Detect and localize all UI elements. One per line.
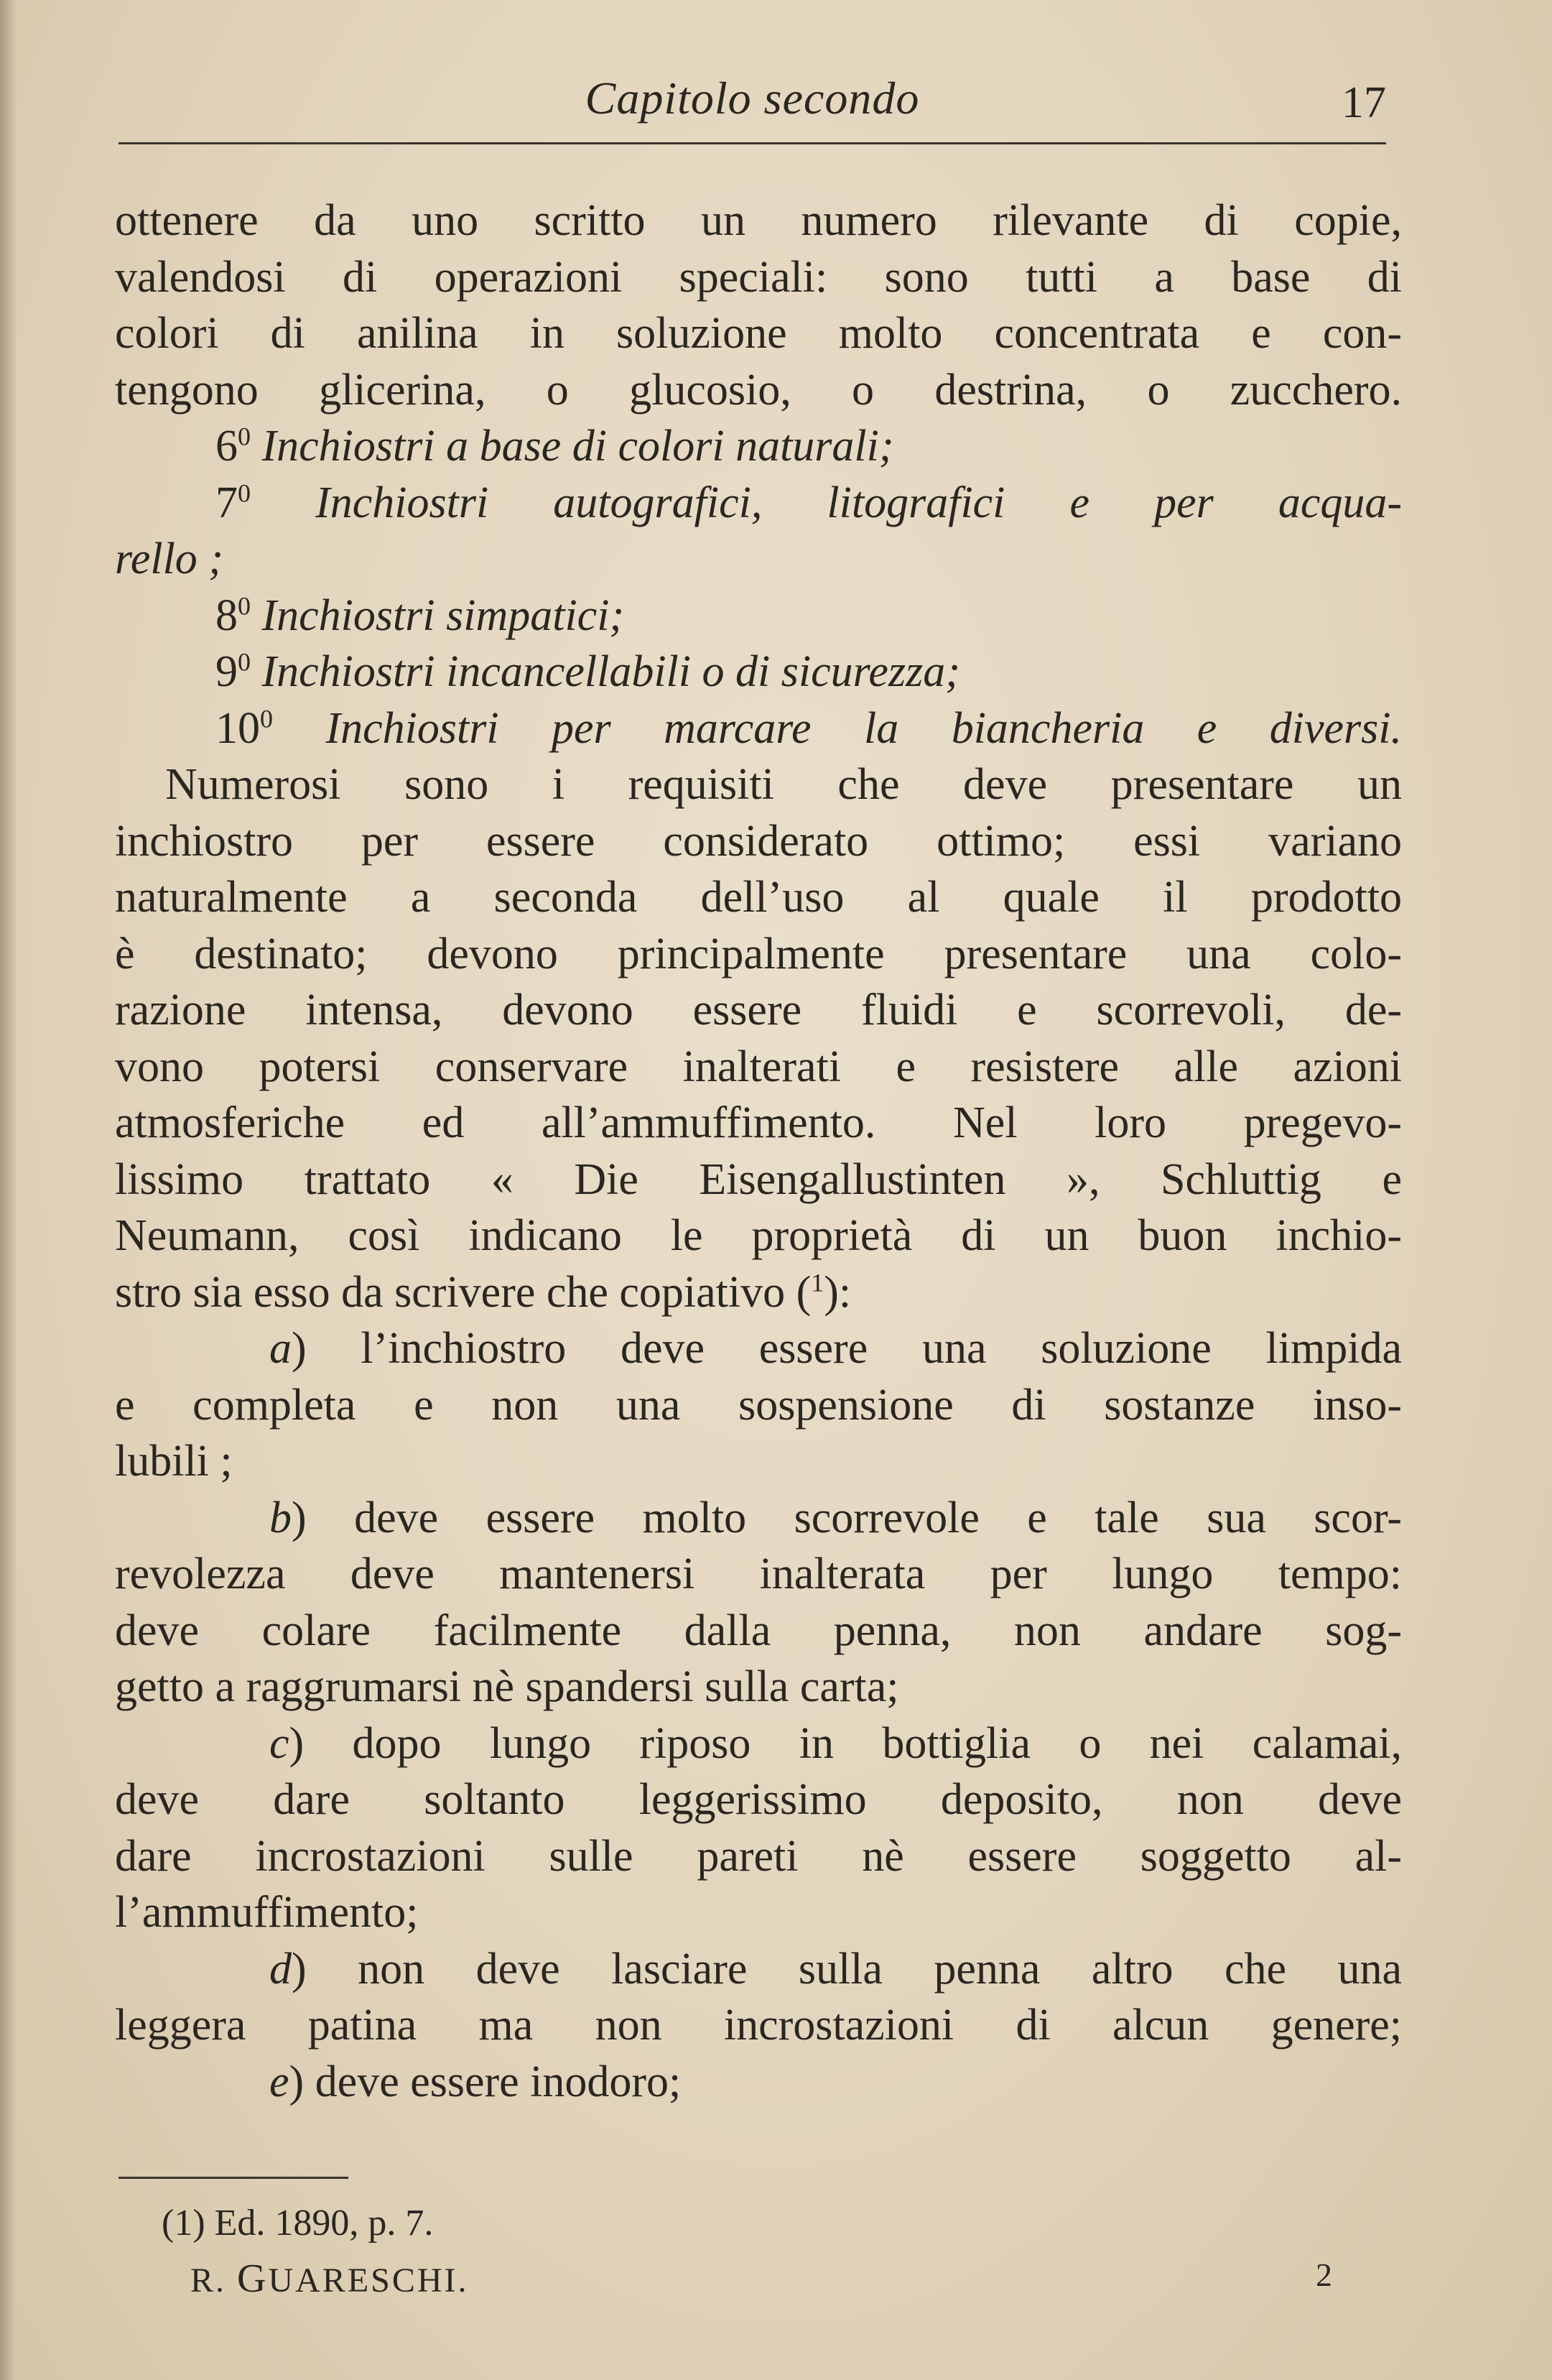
- requisite-line: l’ammuffimento;: [115, 1888, 419, 1937]
- list-text: Inchiostri per marcare la biancheria e diversi.: [325, 703, 1402, 753]
- signature-surname-initial: G: [237, 2256, 269, 2301]
- list-number: 6: [215, 422, 238, 471]
- list-continuation: rello ;: [115, 534, 223, 583]
- requisite-text: deve essere inodoro;: [315, 2057, 682, 2106]
- list-number-ordinal: 0: [238, 647, 251, 677]
- requisite-text: deve essere molto scorrevole e tale sua scor-: [354, 1493, 1402, 1542]
- list-item: [115, 588, 1402, 644]
- requisite-letter: c: [269, 1718, 289, 1768]
- footnote-text: Ed. 1890, p. 7.: [214, 2203, 434, 2244]
- signature-surname: UARESCHI.: [268, 2261, 469, 2300]
- requisite-line: lubili ;: [115, 1437, 233, 1486]
- requisite-line: revolezza deve mantenersi inalterata per lungo tempo:: [115, 1550, 1402, 1598]
- header-rule: [119, 142, 1386, 144]
- list-number-ordinal: 0: [238, 478, 251, 507]
- list-item: [115, 475, 1402, 532]
- running-header: [119, 65, 1386, 144]
- signature-sheet-number: 2: [1316, 2256, 1332, 2293]
- requisite-letter: e: [269, 2057, 289, 2106]
- paragraph-line: inchiostro per essere considerato ottimo; essi variano: [115, 816, 1402, 866]
- paragraph-text: ):: [824, 1267, 852, 1317]
- footnote: (1) Ed. 1890, p. 7.: [162, 2203, 434, 2244]
- footnote-rule: [119, 2177, 348, 2179]
- requisite-line: a) l’inchiostro deve essere una soluzione limpida: [269, 1324, 1402, 1373]
- list-number: 7: [215, 478, 238, 527]
- list-number: 8: [215, 591, 238, 640]
- paragraph-line: ottenere da uno scritto un numero rilevante di copie,: [115, 196, 1402, 245]
- list-number-ordinal: 0: [260, 703, 273, 733]
- footnote-reference: 1: [811, 1267, 824, 1297]
- requisite-line: e completa e non una sospensione di sostanze inso-: [115, 1380, 1402, 1430]
- body-text: [115, 193, 1402, 2110]
- list-item: [115, 418, 1402, 475]
- running-title: Capitolo secondo: [585, 73, 920, 124]
- footnote-mark: 1: [174, 2203, 193, 2244]
- list-number-ordinal: 0: [238, 422, 251, 451]
- requisite-line: getto a raggrumarsi nè spandersi sulla carta;: [115, 1662, 899, 1711]
- paragraph-line: valendosi di operazioni speciali: sono tutti a base di: [115, 252, 1402, 302]
- paragraph-line: [115, 1264, 1402, 1321]
- paragraph-line: atmosferiche ed all’ammuffimento. Nel loro pregevo-: [115, 1098, 1402, 1147]
- page-number: 17: [1342, 78, 1386, 127]
- list-item: [115, 644, 1402, 700]
- paragraph-line: razione intensa, devono essere fluidi e scorrevoli, de-: [115, 986, 1402, 1034]
- paragraph-line: Numerosi sono i requisiti che deve presentare un: [165, 760, 1402, 809]
- paragraph-line: vono potersi conservare inalterati e resistere alle azioni: [115, 1042, 1402, 1091]
- list-item: [115, 700, 1402, 757]
- list-number: 9: [215, 647, 238, 696]
- paragraph-line: colori di anilina in soluzione molto concentrata e con-: [115, 309, 1402, 358]
- printer-signature: [190, 2256, 469, 2302]
- requisite-line: b) deve essere molto scorrevole e tale sua scor-: [269, 1493, 1402, 1542]
- paragraph-line: è destinato; devono principalmente presentare una colo-: [115, 929, 1402, 978]
- page-edge: [0, 0, 16, 2380]
- paragraph-line: naturalmente a seconda dell’uso al quale il prodotto: [115, 873, 1402, 922]
- paragraph-text: stro sia esso da scrivere che copiativo (: [115, 1267, 812, 1317]
- list-text: Inchiostri simpatici;: [261, 591, 625, 640]
- paragraph-line: lissimo trattato « Die Eisengallustinten », Schluttig e: [115, 1154, 1402, 1204]
- requisite-line: e) deve essere inodoro;: [269, 2057, 682, 2106]
- requisite-letter: b: [269, 1493, 292, 1542]
- requisite-line: dare incrostazioni sulle pareti nè essere soggetto al-: [115, 1831, 1402, 1881]
- requisite-letter: d: [269, 1944, 292, 1994]
- paragraph-line: Neumann, così indicano le proprietà di un buon inchio-: [115, 1211, 1402, 1260]
- requisite-line: deve dare soltanto leggerissimo deposito, non deve: [115, 1775, 1402, 1824]
- requisite-line: deve colare facilmente dalla penna, non andare sog-: [115, 1606, 1402, 1655]
- list-text: Inchiostri a base di colori naturali;: [261, 422, 894, 471]
- list-text: Inchiostri autografici, litografici e per acqua-: [315, 478, 1402, 527]
- requisite-text: non deve lasciare sulla penna altro che una: [358, 1944, 1402, 1994]
- list-text: Inchiostri incancellabili o di sicurezza;: [261, 647, 960, 696]
- paragraph-line: tengono glicerina, o glucosio, o destrina, o zucchero.: [115, 365, 1402, 415]
- list-number: 10: [215, 703, 260, 753]
- requisite-text: dopo lungo riposo in bottiglia o nei calamai,: [352, 1718, 1403, 1768]
- requisite-line: leggera patina ma non incrostazioni di alcun genere;: [115, 2001, 1402, 2050]
- signature-initial: R.: [190, 2261, 227, 2300]
- list-number-ordinal: 0: [238, 591, 251, 620]
- requisite-text: l’inchiostro deve essere una soluzione limpida: [361, 1324, 1402, 1373]
- requisite-letter: a: [269, 1324, 292, 1373]
- requisite-line: d) non deve lasciare sulla penna altro che una: [269, 1944, 1402, 1994]
- requisite-line: c) dopo lungo riposo in bottiglia o nei calamai,: [269, 1718, 1403, 1768]
